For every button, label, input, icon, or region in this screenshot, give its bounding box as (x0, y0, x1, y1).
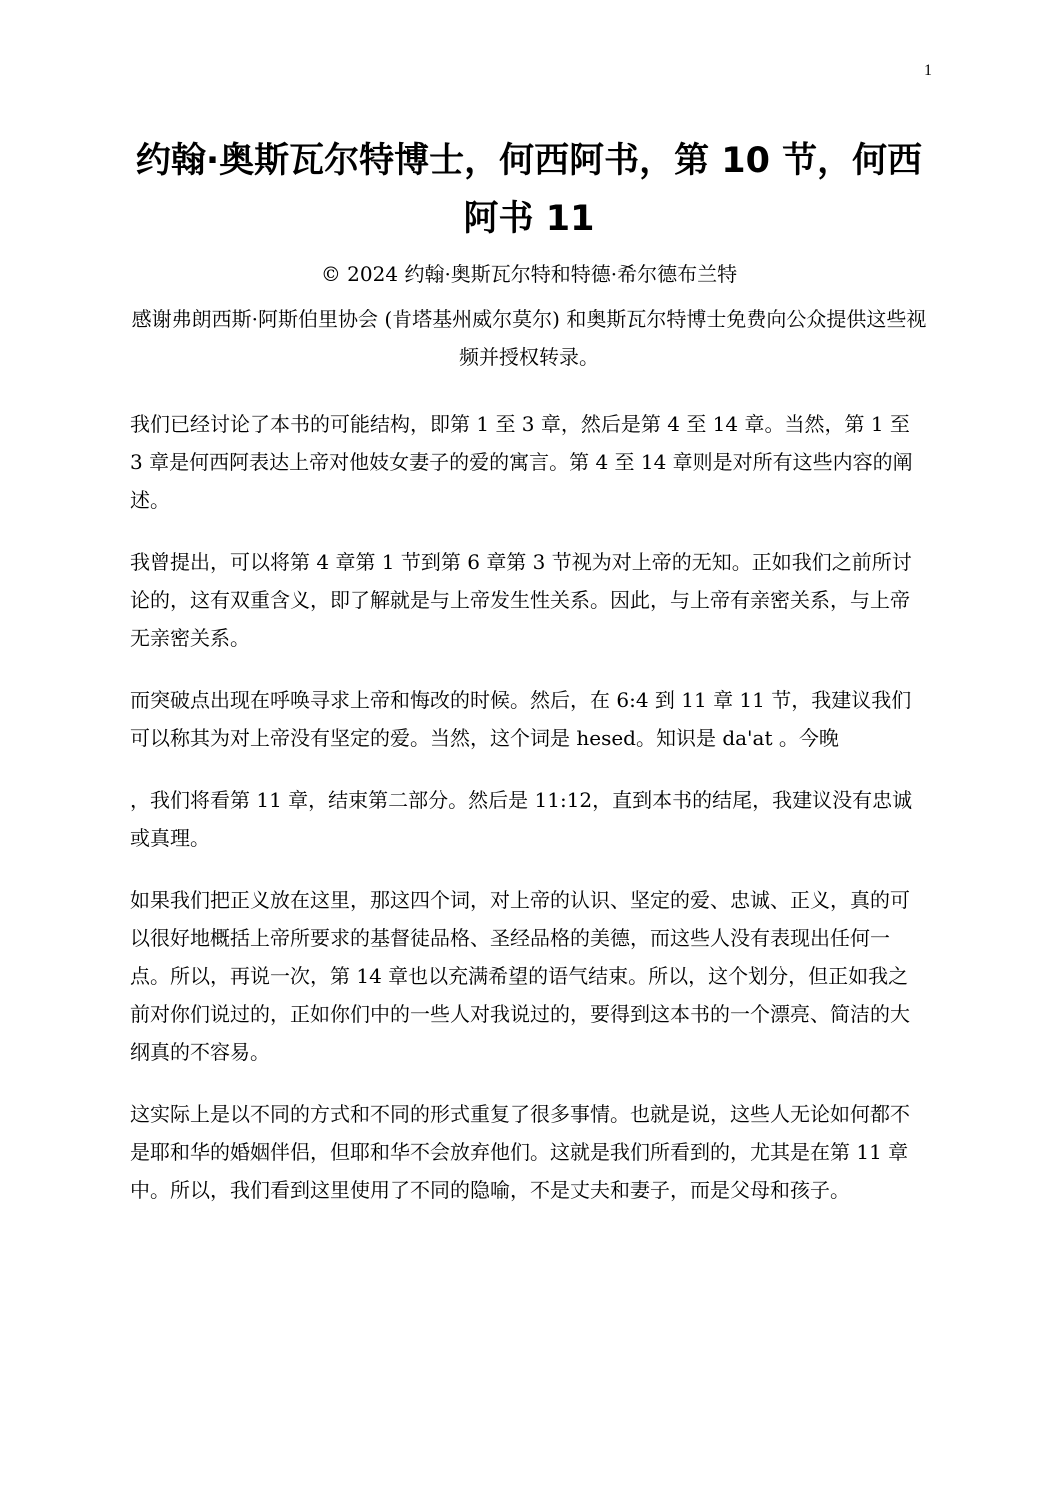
body-text (130, 405, 928, 1233)
paragraph-6: 这实际上是以不同的方式和不同的形式重复了很多事情。也就是说，这些人无论如何都不是耶和华的婚姻伴侣，但耶和华不会放弃他们。这就是我们所看到的，尤其是在第 11 章中。所以，我们看到这里使用了不同的隐喻，不是丈夫和妻子，而是父母和孩子。 (130, 1102, 910, 1202)
page-number: 1 (924, 62, 932, 79)
paragraph-5: 如果我们把正义放在这里，那这四个词，对上帝的认识、坚定的爱、忠诚、正义，真的可以很好地概括上帝所要求的基督徒品格、圣经品格的美德，而这些人没有表现出任何一点。所以，再说一次，第 14 章也以充满希望的语气结束。所以，这个划分，但正如我之前对你们说过的，正如你们中的一些人对我说过的，要得到这本书的一个漂亮、简洁的大纲真的不容易。 (130, 888, 910, 1064)
acknowledgement-line: 感谢弗朗西斯·阿斯伯里协会 (肯塔基州威尔莫尔) 和奥斯瓦尔特博士免费向公众提供这些视频并授权转录。 (131, 307, 927, 369)
paragraph-1: 我们已经讨论了本书的可能结构，即第 1 至 3 章，然后是第 4 至 14 章。当然，第 1 至 3 章是何西阿表达上帝对他妓女妻子的爱的寓言。第 4 至 14 章则是对所有这些内容的阐述。 (130, 412, 913, 512)
copyright-line: © 2024 约翰·奥斯瓦尔特和特德·希尔德布兰特 (320, 262, 738, 286)
document-title: 约翰·奥斯瓦尔特博士，何西阿书，第 10 节，何西阿书 11 (135, 141, 923, 239)
paragraph-4: ，我们将看第 11 章，结束第二部分。然后是 11:12，直到本书的结尾，我建议没有忠诚或真理。 (130, 788, 913, 850)
paragraph-3: 而突破点出现在呼唤寻求上帝和悔改的时候。然后，在 6:4 到 11 章 11 节，我建议我们可以称其为对上帝没有坚定的爱。当然，这个词是 hesed。知识是 da'at 。今晚 (130, 688, 912, 750)
paragraph-2: 我曾提出，可以将第 4 章第 1 节到第 6 章第 3 节视为对上帝的无知。正如我们之前所讨论的，这有双重含义，即了解就是与上帝发生性关系。因此，与上帝有亲密关系，与上帝无亲密关系。 (130, 550, 912, 650)
